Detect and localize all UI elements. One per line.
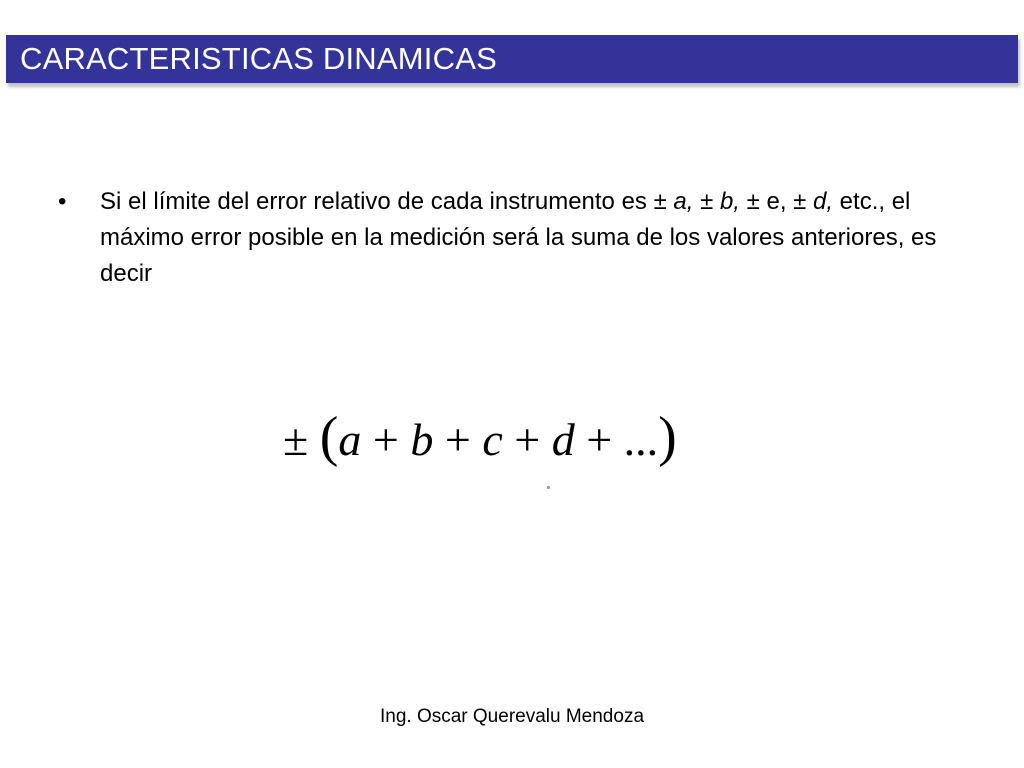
formula-plus: + <box>372 414 399 465</box>
formula-plus: + <box>514 414 541 465</box>
bullet-text <box>100 184 950 292</box>
formula-b: b <box>410 414 434 465</box>
variable-d: d, <box>813 188 834 215</box>
footer <box>0 705 1024 729</box>
formula-c: c <box>482 414 503 465</box>
slide-title: CARACTERISTICAS DINAMICAS <box>20 41 497 76</box>
close-paren: ) <box>658 406 677 468</box>
bullet-text-part: etc., el máximo error posible en la medición será la suma de los valores anteriores, es decir <box>100 188 937 287</box>
formula-d: d <box>551 414 575 465</box>
title-bar <box>6 35 1018 83</box>
variable-a: a, <box>673 188 694 215</box>
bullet-text-part: Si el límite del error relativo de cada instrumento es ± <box>100 188 674 215</box>
formula-a: a <box>338 414 362 465</box>
author-credit: Ing. Oscar Querevalu Mendoza <box>379 706 645 727</box>
formula-plus: + <box>444 414 471 465</box>
bullet-text-part: ± <box>693 188 720 215</box>
open-paren: ( <box>319 406 339 468</box>
stray-mark <box>547 486 550 489</box>
formula-plus: + <box>586 414 613 465</box>
bullet-marker: • <box>58 188 67 215</box>
formula-ellipsis: ... <box>623 414 659 465</box>
variable-b: b, <box>719 188 740 215</box>
sum-formula <box>283 402 703 472</box>
plus-minus-sign: ± <box>283 414 309 465</box>
bullet-text-part: ± e, ± <box>739 188 813 215</box>
